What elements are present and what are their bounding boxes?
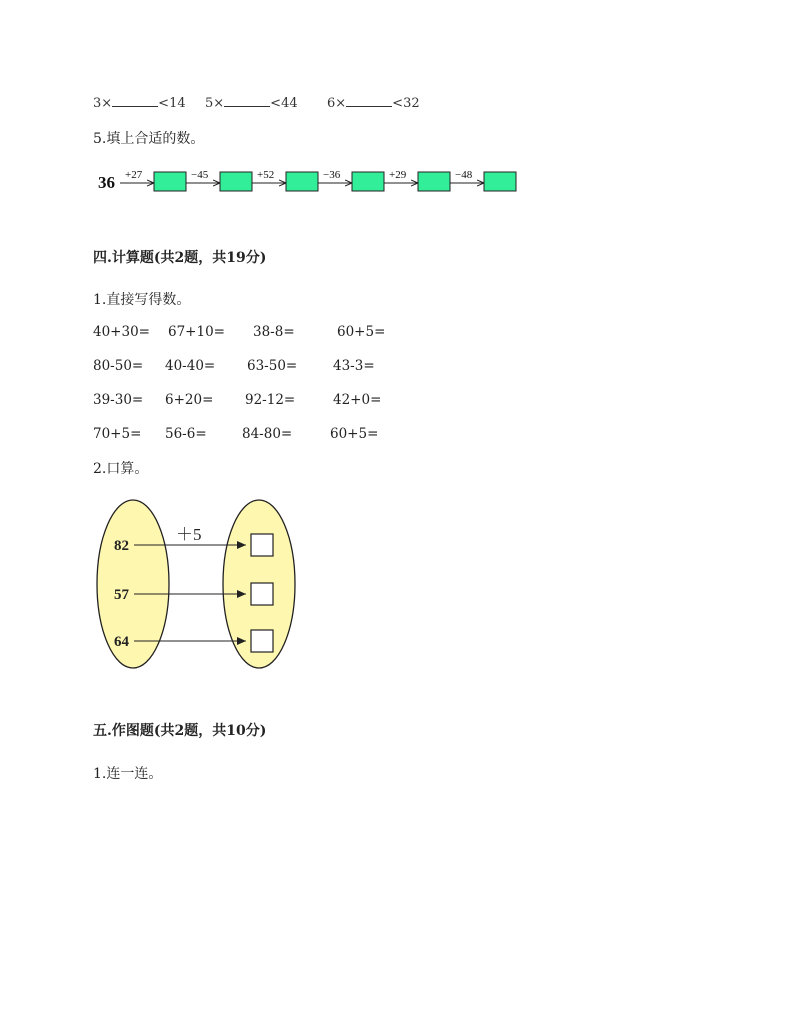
chain-answer-box[interactable] (352, 172, 384, 191)
chain-op-label: −48 (455, 169, 473, 181)
equation: 84-80= (242, 426, 293, 442)
operation-label: ＋5 (176, 525, 202, 544)
equation: 40-40= (165, 358, 216, 374)
chain-answer-box[interactable] (484, 172, 516, 191)
mult-prefix: 5× (205, 96, 225, 111)
chain-start-number: 36 (98, 173, 115, 192)
oral-calc-diagram (92, 498, 302, 676)
mult-item-2 (205, 94, 298, 111)
mult-item-3 (327, 94, 420, 111)
chain-answer-box[interactable] (286, 172, 318, 191)
equation: 6+20= (165, 392, 214, 408)
oral-number: 64 (114, 634, 129, 650)
answer-blank[interactable] (224, 94, 270, 107)
mult-suffix: <32 (392, 96, 420, 111)
chain-answer-box[interactable] (418, 172, 450, 191)
answer-blank[interactable] (346, 94, 392, 107)
equation: 39-30= (93, 392, 144, 408)
chain-answer-box[interactable] (154, 172, 186, 191)
oral-answer-box[interactable] (251, 630, 273, 652)
oral-answer-box[interactable] (251, 534, 273, 556)
equation: 43-3= (333, 358, 375, 374)
mult-prefix: 6× (327, 96, 347, 111)
section4-heading: 四.计算题(共2题，共19分) (93, 250, 267, 266)
chain-op-label: +29 (389, 169, 407, 181)
q5-title: 5.填上合适的数。 (93, 131, 205, 147)
equation: 80-50= (93, 358, 144, 374)
chain-answer-box[interactable] (220, 172, 252, 191)
chain-op-label: +52 (257, 169, 275, 181)
equation: 70+5= (93, 426, 142, 442)
equation: 63-50= (247, 358, 298, 374)
equation: 40+30= (93, 324, 150, 340)
equation: 60+5= (337, 324, 386, 340)
q1-title: 1.直接写得数。 (93, 292, 191, 308)
left-ellipse (97, 500, 169, 668)
chain-op-label: +27 (125, 169, 143, 181)
chain-op-label: −45 (191, 169, 209, 181)
equation: 67+10= (168, 324, 225, 340)
mult-item-1 (93, 94, 186, 111)
oral-number: 57 (114, 587, 129, 603)
chain-op-label: −36 (323, 169, 341, 181)
equation: 56-6= (165, 426, 207, 442)
mult-suffix: <44 (270, 96, 298, 111)
mult-suffix: <14 (158, 96, 186, 111)
connect-title: 1.连一连。 (93, 766, 163, 782)
equation: 92-12= (245, 392, 296, 408)
equation: 38-8= (253, 324, 295, 340)
number-chain (92, 164, 532, 200)
mult-prefix: 3× (93, 96, 113, 111)
section5-heading: 五.作图题(共2题，共10分) (93, 723, 267, 739)
q2-title: 2.口算。 (93, 461, 149, 477)
answer-blank[interactable] (112, 94, 158, 107)
oral-number: 82 (114, 538, 129, 554)
equation: 60+5= (330, 426, 379, 442)
equation: 42+0= (333, 392, 382, 408)
oral-answer-box[interactable] (251, 583, 273, 605)
